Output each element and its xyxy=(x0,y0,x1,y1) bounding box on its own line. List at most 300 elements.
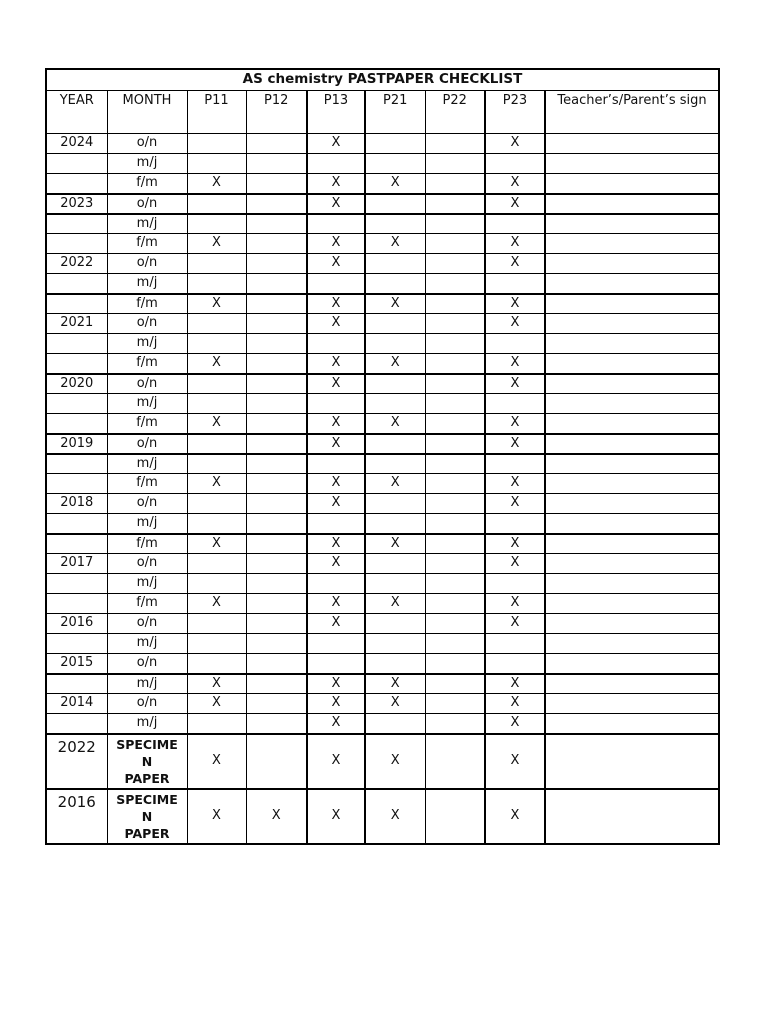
p22-mark-cell xyxy=(425,454,485,474)
p13-mark-cell xyxy=(307,634,365,654)
table-row xyxy=(46,554,719,574)
p12-mark-cell xyxy=(246,274,307,294)
table-row xyxy=(46,714,719,734)
p12-mark-cell xyxy=(246,434,307,454)
sign-cell[interactable] xyxy=(545,254,719,274)
sign-cell[interactable] xyxy=(545,214,719,234)
table-row xyxy=(46,434,719,454)
sign-cell[interactable] xyxy=(545,694,719,714)
table-row xyxy=(46,134,719,154)
p12-mark-cell: X xyxy=(246,789,307,844)
year-cell xyxy=(46,574,107,594)
year-cell xyxy=(46,174,107,194)
p23-mark-cell: X xyxy=(485,789,545,844)
specimen-label-line: N xyxy=(141,753,153,769)
table-row xyxy=(46,574,719,594)
p21-mark-cell xyxy=(365,274,425,294)
sign-cell[interactable] xyxy=(545,274,719,294)
p12-mark-cell xyxy=(246,614,307,634)
month-cell: m/j xyxy=(107,394,187,414)
table-row xyxy=(46,154,719,174)
p23-mark-cell xyxy=(485,514,545,534)
specimen-label-line: PAPER xyxy=(124,770,170,786)
p22-mark-cell xyxy=(425,554,485,574)
year-cell xyxy=(46,334,107,354)
month-cell: o/n xyxy=(107,494,187,514)
sign-cell[interactable] xyxy=(545,454,719,474)
table-row xyxy=(46,474,719,494)
p21-mark-cell: X xyxy=(365,674,425,694)
p13-mark-cell: X xyxy=(307,714,365,734)
table-row xyxy=(46,234,719,254)
p23-mark-cell: X xyxy=(485,314,545,334)
year-cell: 2021 xyxy=(46,314,107,334)
p11-mark-cell xyxy=(187,514,246,534)
p12-mark-cell xyxy=(246,534,307,554)
specimen-year-cell: 2016 xyxy=(46,789,107,844)
p21-mark-cell xyxy=(365,494,425,514)
p23-mark-cell: X xyxy=(485,494,545,514)
p21-mark-cell: X xyxy=(365,234,425,254)
p12-mark-cell xyxy=(246,654,307,674)
year-cell: 2019 xyxy=(46,434,107,454)
p13-mark-cell: X xyxy=(307,174,365,194)
p11-mark-cell: X xyxy=(187,414,246,434)
sign-cell[interactable] xyxy=(545,634,719,654)
month-cell: m/j xyxy=(107,674,187,694)
sign-cell[interactable] xyxy=(545,334,719,354)
month-cell: m/j xyxy=(107,514,187,534)
month-cell: f/m xyxy=(107,294,187,314)
month-cell: m/j xyxy=(107,634,187,654)
month-cell: o/n xyxy=(107,434,187,454)
specimen-label-line: N xyxy=(141,808,153,824)
p12-mark-cell xyxy=(246,354,307,374)
month-cell: f/m xyxy=(107,594,187,614)
header-year: YEAR xyxy=(46,91,107,134)
sign-cell[interactable] xyxy=(545,554,719,574)
p11-mark-cell xyxy=(187,154,246,174)
p22-mark-cell xyxy=(425,234,485,254)
month-cell: o/n xyxy=(107,654,187,674)
month-cell: f/m xyxy=(107,234,187,254)
month-cell: o/n xyxy=(107,254,187,274)
p22-mark-cell xyxy=(425,514,485,534)
p11-mark-cell xyxy=(187,654,246,674)
checklist-title: AS chemistry PASTPAPER CHECKLIST xyxy=(46,69,719,91)
p23-mark-cell xyxy=(485,214,545,234)
sign-cell[interactable] xyxy=(545,174,719,194)
p13-mark-cell: X xyxy=(307,789,365,844)
p23-mark-cell xyxy=(485,154,545,174)
p11-mark-cell: X xyxy=(187,294,246,314)
month-cell: f/m xyxy=(107,174,187,194)
p13-mark-cell xyxy=(307,574,365,594)
p12-mark-cell xyxy=(246,134,307,154)
p22-mark-cell xyxy=(425,174,485,194)
sign-cell[interactable] xyxy=(545,474,719,494)
sign-cell[interactable] xyxy=(545,394,719,414)
sign-cell[interactable] xyxy=(545,494,719,514)
p21-mark-cell xyxy=(365,654,425,674)
p13-mark-cell: X xyxy=(307,254,365,274)
p23-mark-cell: X xyxy=(485,534,545,554)
p22-mark-cell xyxy=(425,474,485,494)
p11-mark-cell: X xyxy=(187,594,246,614)
year-cell: 2024 xyxy=(46,134,107,154)
month-cell: m/j xyxy=(107,154,187,174)
p21-mark-cell: X xyxy=(365,294,425,314)
pastpaper-checklist-table xyxy=(45,68,720,845)
sign-cell[interactable] xyxy=(545,414,719,434)
sign-cell[interactable] xyxy=(545,314,719,334)
year-cell: 2014 xyxy=(46,694,107,714)
p13-mark-cell xyxy=(307,394,365,414)
p21-mark-cell: X xyxy=(365,694,425,714)
p12-mark-cell xyxy=(246,374,307,394)
table-row xyxy=(46,334,719,354)
year-cell xyxy=(46,474,107,494)
table-row xyxy=(46,594,719,614)
p22-mark-cell xyxy=(425,194,485,214)
year-cell: 2015 xyxy=(46,654,107,674)
year-cell xyxy=(46,594,107,614)
p23-mark-cell: X xyxy=(485,694,545,714)
p11-mark-cell xyxy=(187,134,246,154)
p13-mark-cell: X xyxy=(307,354,365,374)
table-row xyxy=(46,354,719,374)
p22-mark-cell xyxy=(425,534,485,554)
p21-mark-cell xyxy=(365,714,425,734)
p13-mark-cell: X xyxy=(307,294,365,314)
sign-cell[interactable] xyxy=(545,194,719,214)
specimen-label-line: SPECIME xyxy=(116,791,178,807)
p13-mark-cell xyxy=(307,154,365,174)
table-row xyxy=(46,454,719,474)
p12-mark-cell xyxy=(246,634,307,654)
table-row xyxy=(46,174,719,194)
p23-mark-cell: X xyxy=(485,194,545,214)
p11-mark-cell xyxy=(187,634,246,654)
p11-mark-cell xyxy=(187,334,246,354)
p23-mark-cell xyxy=(485,274,545,294)
p13-mark-cell: X xyxy=(307,134,365,154)
specimen-paper-label xyxy=(107,789,187,844)
sign-cell[interactable] xyxy=(545,154,719,174)
sign-cell[interactable] xyxy=(545,374,719,394)
sign-cell[interactable] xyxy=(545,294,719,314)
p11-mark-cell: X xyxy=(187,674,246,694)
month-cell: o/n xyxy=(107,554,187,574)
p11-mark-cell xyxy=(187,614,246,634)
year-cell: 2022 xyxy=(46,254,107,274)
p13-mark-cell xyxy=(307,214,365,234)
p12-mark-cell xyxy=(246,474,307,494)
table-row xyxy=(46,254,719,274)
year-cell xyxy=(46,514,107,534)
specimen-label-line: SPECIME xyxy=(116,736,178,752)
header-p12: P12 xyxy=(246,91,307,134)
header-p11: P11 xyxy=(187,91,246,134)
p21-mark-cell xyxy=(365,254,425,274)
p11-mark-cell xyxy=(187,374,246,394)
p12-mark-cell xyxy=(246,714,307,734)
p23-mark-cell: X xyxy=(485,134,545,154)
p11-mark-cell: X xyxy=(187,234,246,254)
p21-mark-cell: X xyxy=(365,789,425,844)
p22-mark-cell xyxy=(425,694,485,714)
p23-mark-cell xyxy=(485,574,545,594)
p23-mark-cell: X xyxy=(485,614,545,634)
year-cell: 2020 xyxy=(46,374,107,394)
p12-mark-cell xyxy=(246,234,307,254)
sign-cell[interactable] xyxy=(545,534,719,554)
sign-cell[interactable] xyxy=(545,354,719,374)
table-row xyxy=(46,214,719,234)
header-month: MONTH xyxy=(107,91,187,134)
p21-mark-cell xyxy=(365,454,425,474)
p23-mark-cell: X xyxy=(485,674,545,694)
year-cell xyxy=(46,454,107,474)
p12-mark-cell xyxy=(246,334,307,354)
checklist-body xyxy=(46,134,719,844)
p21-mark-cell: X xyxy=(365,594,425,614)
p22-mark-cell xyxy=(425,654,485,674)
p22-mark-cell xyxy=(425,374,485,394)
p21-mark-cell xyxy=(365,214,425,234)
p23-mark-cell: X xyxy=(485,374,545,394)
p11-mark-cell: X xyxy=(187,694,246,714)
p13-mark-cell: X xyxy=(307,314,365,334)
table-row xyxy=(46,274,719,294)
p21-mark-cell: X xyxy=(365,734,425,789)
year-cell xyxy=(46,274,107,294)
p22-mark-cell xyxy=(425,354,485,374)
sign-cell[interactable] xyxy=(545,234,719,254)
p12-mark-cell xyxy=(246,314,307,334)
p21-mark-cell xyxy=(365,154,425,174)
p22-mark-cell xyxy=(425,734,485,789)
table-row xyxy=(46,674,719,694)
p13-mark-cell: X xyxy=(307,234,365,254)
year-cell xyxy=(46,414,107,434)
p12-mark-cell xyxy=(246,294,307,314)
sign-cell[interactable] xyxy=(545,734,719,789)
month-cell: f/m xyxy=(107,534,187,554)
month-cell: o/n xyxy=(107,194,187,214)
year-cell: 2017 xyxy=(46,554,107,574)
table-row xyxy=(46,414,719,434)
p22-mark-cell xyxy=(425,434,485,454)
p21-mark-cell: X xyxy=(365,474,425,494)
specimen-paper-label xyxy=(107,734,187,789)
p22-mark-cell xyxy=(425,134,485,154)
table-row xyxy=(46,534,719,554)
header-p13: P13 xyxy=(307,91,365,134)
sign-cell[interactable] xyxy=(545,614,719,634)
p13-mark-cell: X xyxy=(307,194,365,214)
sign-cell[interactable] xyxy=(545,674,719,694)
specimen-year-cell: 2022 xyxy=(46,734,107,789)
p23-mark-cell: X xyxy=(485,554,545,574)
p22-mark-cell xyxy=(425,394,485,414)
p13-mark-cell: X xyxy=(307,474,365,494)
p23-mark-cell xyxy=(485,634,545,654)
p21-mark-cell xyxy=(365,574,425,594)
p11-mark-cell: X xyxy=(187,474,246,494)
p13-mark-cell: X xyxy=(307,594,365,614)
month-cell: m/j xyxy=(107,714,187,734)
p11-mark-cell xyxy=(187,274,246,294)
table-row xyxy=(46,294,719,314)
p22-mark-cell xyxy=(425,614,485,634)
sign-cell[interactable] xyxy=(545,434,719,454)
p13-mark-cell: X xyxy=(307,534,365,554)
p22-mark-cell xyxy=(425,334,485,354)
p11-mark-cell xyxy=(187,714,246,734)
table-row xyxy=(46,694,719,714)
p11-mark-cell xyxy=(187,454,246,474)
p21-mark-cell xyxy=(365,374,425,394)
p12-mark-cell xyxy=(246,394,307,414)
year-cell xyxy=(46,714,107,734)
p21-mark-cell xyxy=(365,434,425,454)
p12-mark-cell xyxy=(246,554,307,574)
p23-mark-cell: X xyxy=(485,254,545,274)
p22-mark-cell xyxy=(425,414,485,434)
table-row xyxy=(46,654,719,674)
p12-mark-cell xyxy=(246,514,307,534)
p13-mark-cell: X xyxy=(307,674,365,694)
p13-mark-cell xyxy=(307,454,365,474)
p11-mark-cell: X xyxy=(187,534,246,554)
p21-mark-cell xyxy=(365,134,425,154)
year-cell xyxy=(46,214,107,234)
table-row xyxy=(46,634,719,654)
p22-mark-cell xyxy=(425,214,485,234)
p12-mark-cell xyxy=(246,454,307,474)
p12-mark-cell xyxy=(246,154,307,174)
p13-mark-cell xyxy=(307,654,365,674)
p13-mark-cell: X xyxy=(307,554,365,574)
p23-mark-cell: X xyxy=(485,354,545,374)
table-row xyxy=(46,514,719,534)
p12-mark-cell xyxy=(246,574,307,594)
header-p22: P22 xyxy=(425,91,485,134)
year-cell xyxy=(46,394,107,414)
p22-mark-cell xyxy=(425,789,485,844)
p22-mark-cell xyxy=(425,274,485,294)
header-p21: P21 xyxy=(365,91,425,134)
p23-mark-cell xyxy=(485,454,545,474)
p11-mark-cell xyxy=(187,254,246,274)
table-row xyxy=(46,494,719,514)
p22-mark-cell xyxy=(425,714,485,734)
sign-cell[interactable] xyxy=(545,134,719,154)
p22-mark-cell xyxy=(425,574,485,594)
p22-mark-cell xyxy=(425,674,485,694)
p21-mark-cell xyxy=(365,394,425,414)
p22-mark-cell xyxy=(425,154,485,174)
table-row xyxy=(46,374,719,394)
p11-mark-cell xyxy=(187,554,246,574)
p21-mark-cell: X xyxy=(365,354,425,374)
month-cell: o/n xyxy=(107,694,187,714)
month-cell: f/m xyxy=(107,414,187,434)
sign-cell[interactable] xyxy=(545,789,719,844)
p21-mark-cell xyxy=(365,634,425,654)
p11-mark-cell xyxy=(187,494,246,514)
year-cell xyxy=(46,154,107,174)
p23-mark-cell: X xyxy=(485,734,545,789)
p12-mark-cell xyxy=(246,214,307,234)
p23-mark-cell: X xyxy=(485,594,545,614)
p22-mark-cell xyxy=(425,634,485,654)
p23-mark-cell: X xyxy=(485,234,545,254)
p23-mark-cell: X xyxy=(485,714,545,734)
p22-mark-cell xyxy=(425,294,485,314)
p21-mark-cell xyxy=(365,614,425,634)
sign-cell[interactable] xyxy=(545,574,719,594)
sign-cell[interactable] xyxy=(545,714,719,734)
month-cell: m/j xyxy=(107,574,187,594)
p12-mark-cell xyxy=(246,254,307,274)
p21-mark-cell xyxy=(365,314,425,334)
p11-mark-cell xyxy=(187,214,246,234)
table-row xyxy=(46,614,719,634)
sign-cell[interactable] xyxy=(545,594,719,614)
p22-mark-cell xyxy=(425,254,485,274)
p11-mark-cell: X xyxy=(187,354,246,374)
p13-mark-cell: X xyxy=(307,734,365,789)
month-cell: o/n xyxy=(107,614,187,634)
p21-mark-cell: X xyxy=(365,534,425,554)
month-cell: f/m xyxy=(107,474,187,494)
p21-mark-cell xyxy=(365,194,425,214)
p13-mark-cell xyxy=(307,514,365,534)
month-cell: o/n xyxy=(107,374,187,394)
month-cell: m/j xyxy=(107,334,187,354)
p23-mark-cell: X xyxy=(485,474,545,494)
table-row xyxy=(46,194,719,214)
p13-mark-cell: X xyxy=(307,374,365,394)
p23-mark-cell: X xyxy=(485,434,545,454)
p11-mark-cell: X xyxy=(187,734,246,789)
specimen-label-line: PAPER xyxy=(124,825,170,841)
p23-mark-cell: X xyxy=(485,294,545,314)
p21-mark-cell xyxy=(365,554,425,574)
p12-mark-cell xyxy=(246,694,307,714)
p13-mark-cell xyxy=(307,334,365,354)
p13-mark-cell: X xyxy=(307,434,365,454)
month-cell: m/j xyxy=(107,454,187,474)
sign-cell[interactable] xyxy=(545,514,719,534)
table-row xyxy=(46,314,719,334)
month-cell: m/j xyxy=(107,274,187,294)
p22-mark-cell xyxy=(425,314,485,334)
p21-mark-cell: X xyxy=(365,174,425,194)
year-cell: 2023 xyxy=(46,194,107,214)
p11-mark-cell: X xyxy=(187,789,246,844)
p13-mark-cell: X xyxy=(307,694,365,714)
p12-mark-cell xyxy=(246,674,307,694)
sign-cell[interactable] xyxy=(545,654,719,674)
p13-mark-cell: X xyxy=(307,614,365,634)
p11-mark-cell xyxy=(187,434,246,454)
header-sign: Teacher’s/Parent’s sign xyxy=(545,91,719,134)
p21-mark-cell: X xyxy=(365,414,425,434)
p13-mark-cell xyxy=(307,274,365,294)
